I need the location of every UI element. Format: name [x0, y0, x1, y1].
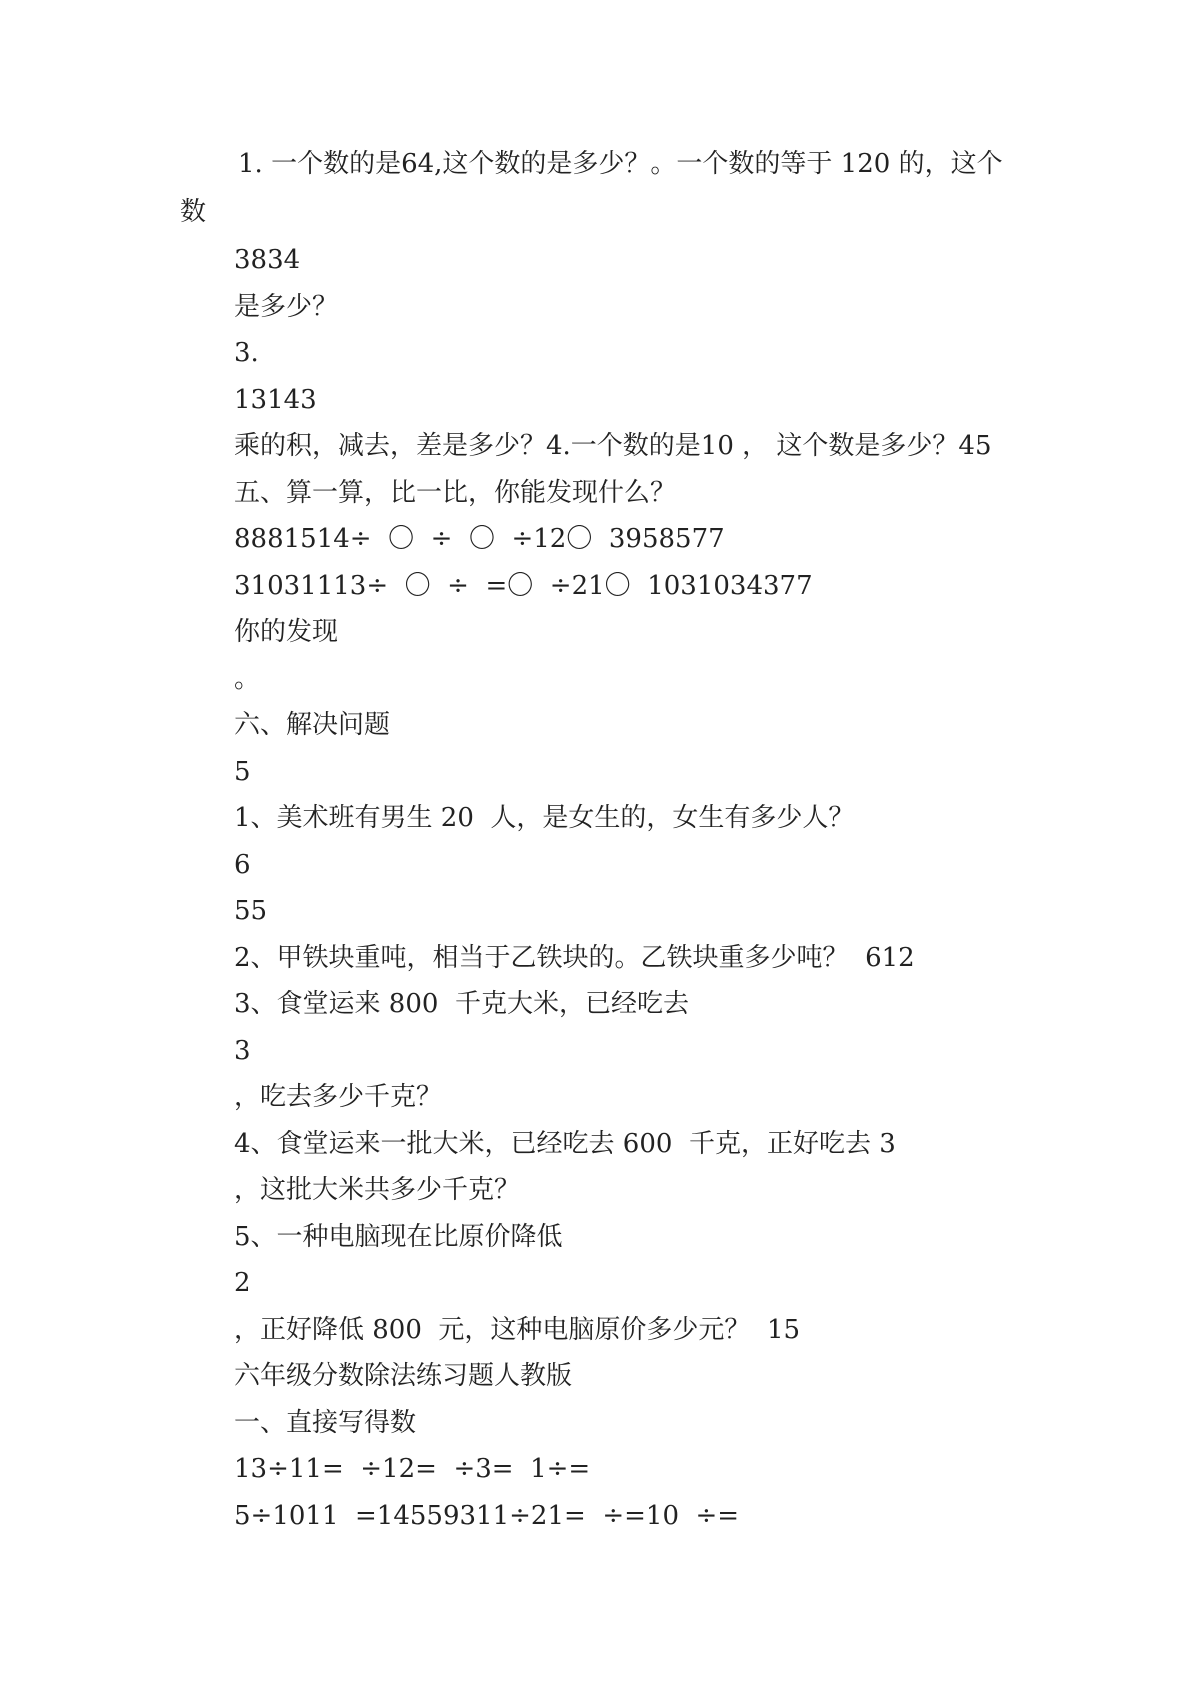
text-line: ，这批大米共多少千克？ [234, 1175, 521, 1205]
section-heading: 六、解决问题 [234, 710, 391, 740]
question-line: 3、食堂运来 800 千克大米，已经吃去 [234, 989, 689, 1019]
question-line: 5、一种电脑现在比原价降低 [234, 1221, 563, 1252]
document-title: 六年级分数除法练习题人教版 [234, 1361, 573, 1391]
text-line: 5÷1011 =14559311÷21= ÷=10 ÷= [234, 1500, 740, 1531]
text-line: 乘的积，减去，差是多少？4.一个数的是10 ， 这个数是多少？45 [234, 431, 992, 461]
text-line: 13÷11= ÷12= ÷3= 1÷= [234, 1454, 591, 1484]
text-line: 你的发现 [234, 617, 339, 647]
text-line: 2 [234, 1268, 251, 1298]
text-line: ，吃去多少千克？ [234, 1082, 443, 1112]
text-line: 31031113÷ 〇 ÷ =〇 ÷21〇 1031034377 [234, 570, 813, 601]
section-heading: 五、算一算，比一比，你能发现什么？ [234, 477, 677, 508]
section-heading: 一、直接写得数 [234, 1407, 417, 1438]
text-line: ，正好降低 800 元，这种电脑原价多少元？ 15 [234, 1314, 801, 1345]
text-line: 3. [234, 338, 259, 368]
text-line: 3834 [234, 245, 301, 275]
text-line: 6 [234, 849, 251, 880]
document-lines [234, 237, 992, 1539]
question-line: 4、食堂运来一批大米，已经吃去 600 千克，正好吃去 3 [234, 1128, 896, 1159]
question-line: 1、美术班有男生 20 人，是女生的，女生有多少人？ [234, 803, 855, 833]
first-paragraph: 1. 一个数的是64,这个数的是多少？。一个数的等于 120 的，这个数 [180, 149, 1003, 227]
text-line: 8881514÷ 〇 ÷ 〇 ÷12〇 3958577 [234, 524, 725, 554]
text-line: 是多少？ [234, 291, 339, 322]
text-line: 3 [234, 1035, 251, 1066]
text-line: 5 [234, 756, 251, 787]
text-line: 13143 [234, 384, 317, 415]
text-line: 。 [234, 663, 261, 694]
question-line: 2、甲铁块重吨，相当于乙铁块的。乙铁块重多少吨？ 612 [234, 942, 915, 973]
text-line: 55 [234, 896, 268, 926]
